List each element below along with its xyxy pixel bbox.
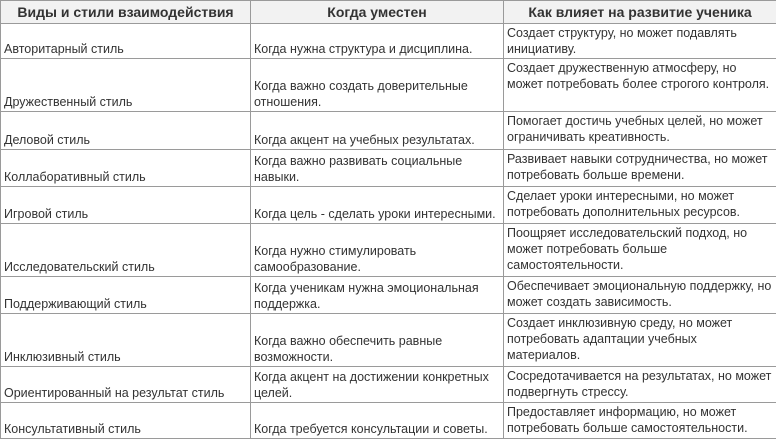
- table-row: [1, 314, 776, 367]
- cell-effect: Помогает достичь учебных целей, но может ограничивать креативность.: [504, 112, 776, 150]
- header-when: Когда уместен: [251, 1, 504, 24]
- header-row: [1, 1, 776, 24]
- cell-when: Когда важно развивать социальные навыки.: [251, 150, 504, 187]
- cell-when: Когда важно обеспечить равные возможности.: [251, 314, 504, 367]
- cell-effect: Создает структуру, но может подавлять инициативу.: [504, 24, 776, 59]
- cell-when: Когда ученикам нужна эмоциональная поддержка.: [251, 277, 504, 314]
- cell-when: Когда нужна структура и дисциплина.: [251, 24, 504, 59]
- cell-effect: Поощряет исследовательский подход, но может потребовать больше самостоятельности.: [504, 224, 776, 277]
- cell-style: Консультативный стиль: [1, 403, 251, 439]
- cell-effect: Сосредотачивается на результатах, но может подвергнуть стрессу.: [504, 367, 776, 403]
- table-row: [1, 24, 776, 59]
- header-style: Виды и стили взаимодействия: [1, 1, 251, 24]
- table-row: [1, 150, 776, 187]
- cell-when: Когда цель - сделать уроки интересными.: [251, 187, 504, 224]
- cell-style: Дружественный стиль: [1, 59, 251, 112]
- cell-effect: Обеспечивает эмоциональную поддержку, но может создать зависимость.: [504, 277, 776, 314]
- cell-when: Когда акцент на учебных результатах.: [251, 112, 504, 150]
- cell-style: Поддерживающий стиль: [1, 277, 251, 314]
- cell-style: Коллаборативный стиль: [1, 150, 251, 187]
- cell-effect: Развивает навыки сотрудничества, но может потребовать больше времени.: [504, 150, 776, 187]
- table-row: [1, 112, 776, 150]
- cell-effect: Создает инклюзивную среду, но может потребовать адаптации учебных материалов.: [504, 314, 776, 367]
- cell-when: Когда требуется консультации и советы.: [251, 403, 504, 439]
- table-row: [1, 187, 776, 224]
- cell-style: Деловой стиль: [1, 112, 251, 150]
- cell-effect: Создает дружественную атмосферу, но может потребовать более строгого контроля.: [504, 59, 776, 112]
- table-row: [1, 224, 776, 277]
- cell-when: Когда нужно стимулировать самообразование.: [251, 224, 504, 277]
- cell-when: Когда важно создать доверительные отношения.: [251, 59, 504, 112]
- table-row: [1, 277, 776, 314]
- cell-style: Исследовательский стиль: [1, 224, 251, 277]
- table-row: [1, 59, 776, 112]
- cell-effect: Сделает уроки интересными, но может потребовать дополнительных ресурсов.: [504, 187, 776, 224]
- cell-style: Ориентированный на результат стиль: [1, 367, 251, 403]
- cell-when: Когда акцент на достижении конкретных целей.: [251, 367, 504, 403]
- header-effect: Как влияет на развитие ученика: [504, 1, 776, 24]
- cell-effect: Предоставляет информацию, но может потребовать больше самостоятельности.: [504, 403, 776, 439]
- cell-style: Авторитарный стиль: [1, 24, 251, 59]
- cell-style: Игровой стиль: [1, 187, 251, 224]
- table-row: [1, 367, 776, 403]
- table-row: [1, 403, 776, 439]
- cell-style: Инклюзивный стиль: [1, 314, 251, 367]
